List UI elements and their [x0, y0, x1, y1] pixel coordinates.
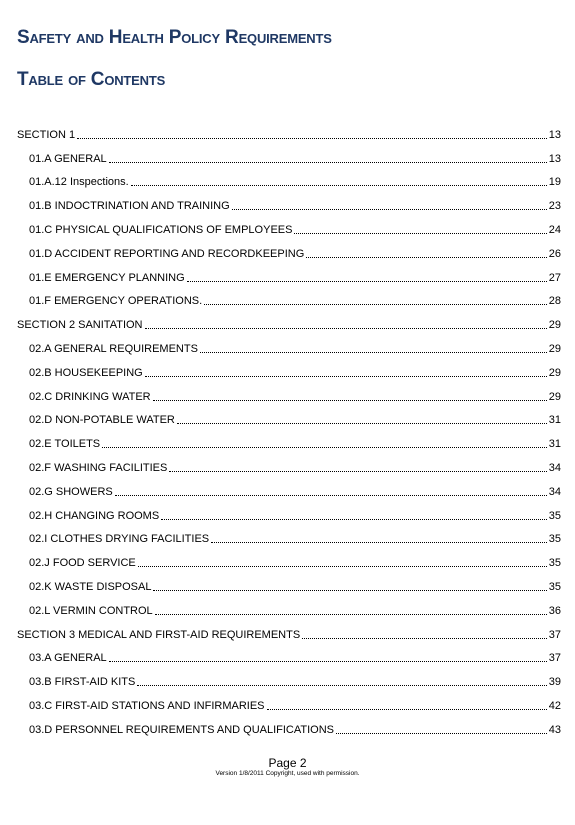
toc-entry[interactable] [17, 452, 561, 476]
toc-entry-label: SECTION 3 MEDICAL AND FIRST-AID REQUIREMENTS [17, 628, 301, 641]
toc-entry-label: 02.F WASHING FACILITIES [29, 461, 168, 474]
toc-entry-label: 01.E EMERGENCY PLANNING [29, 271, 185, 284]
toc-entry-label: 02.C DRINKING WATER [29, 390, 151, 403]
toc-entry-page: 43 [548, 723, 561, 736]
toc-entry[interactable] [17, 690, 561, 714]
toc-entry-page: 24 [548, 223, 561, 236]
toc-entry[interactable] [17, 571, 561, 595]
toc-heading: Table of Contents [17, 69, 166, 90]
toc-entry-page: 36 [548, 604, 561, 617]
toc-entry-label: 01.D ACCIDENT REPORTING AND RECORDKEEPING [29, 247, 305, 260]
toc-entry[interactable] [17, 286, 561, 310]
toc-entry-label: 02.D NON-POTABLE WATER [29, 414, 175, 427]
toc-entry[interactable] [17, 167, 561, 191]
toc-entry-page: 31 [548, 414, 561, 427]
toc-dot-leader [161, 519, 547, 520]
toc-entry-page: 26 [548, 247, 561, 260]
toc-entry-label: 01.A GENERAL [29, 152, 107, 165]
toc-entry-label: 01.C PHYSICAL QUALIFICATIONS OF EMPLOYEES [29, 223, 293, 236]
toc-entry-page: 35 [548, 509, 561, 522]
toc-dot-leader [109, 661, 547, 662]
toc-dot-leader [169, 471, 546, 472]
toc-entry[interactable] [17, 381, 561, 405]
toc-entry-label: SECTION 2 SANITATION [17, 319, 143, 332]
toc-entry[interactable] [17, 595, 561, 619]
toc-entry-page: 29 [548, 342, 561, 355]
toc-entry-label: SECTION 1 [17, 128, 76, 141]
toc-entry-page: 29 [548, 319, 561, 332]
toc-entry-page: 35 [548, 557, 561, 570]
toc-dot-leader [200, 352, 547, 353]
toc-entry[interactable] [17, 262, 561, 286]
toc-entry-page: 39 [548, 676, 561, 689]
toc-entry[interactable] [17, 500, 561, 524]
toc-entry-page: 35 [548, 533, 561, 546]
table-of-contents [17, 119, 561, 738]
toc-entry-page: 29 [548, 366, 561, 379]
toc-entry-label: 02.I CLOTHES DRYING FACILITIES [29, 533, 210, 546]
toc-entry-label: 01.F EMERGENCY OPERATIONS. [29, 295, 203, 308]
toc-dot-leader [155, 614, 547, 615]
toc-entry[interactable] [17, 547, 561, 571]
toc-dot-leader [153, 400, 547, 401]
toc-entry-label: 02.E TOILETS [29, 438, 101, 451]
toc-entry[interactable] [17, 619, 561, 643]
toc-entry[interactable] [17, 190, 561, 214]
toc-entry[interactable] [17, 524, 561, 548]
toc-entry-label: 01.B INDOCTRINATION AND TRAINING [29, 200, 230, 213]
toc-entry[interactable] [17, 143, 561, 167]
toc-dot-leader [294, 233, 546, 234]
toc-entry[interactable] [17, 238, 561, 262]
toc-dot-leader [77, 138, 547, 139]
toc-entry-label: 03.D PERSONNEL REQUIREMENTS AND QUALIFICATIONS [29, 723, 335, 736]
toc-entry[interactable] [17, 333, 561, 357]
toc-dot-leader [153, 590, 546, 591]
toc-entry-page: 34 [548, 485, 561, 498]
toc-dot-leader [306, 257, 546, 258]
toc-dot-leader [336, 733, 547, 734]
document-title: Safety and Health Policy Requirements [17, 27, 332, 48]
toc-entry-label: 02.A GENERAL REQUIREMENTS [29, 342, 198, 355]
toc-dot-leader [138, 566, 547, 567]
toc-dot-leader [145, 328, 547, 329]
toc-dot-leader [232, 209, 547, 210]
toc-entry-page: 42 [548, 699, 561, 712]
toc-entry[interactable] [17, 476, 561, 500]
toc-entry[interactable] [17, 643, 561, 667]
toc-entry-page: 37 [548, 652, 561, 665]
toc-entry-page: 27 [548, 271, 561, 284]
toc-dot-leader [177, 423, 547, 424]
toc-dot-leader [187, 281, 547, 282]
toc-entry-page: 37 [548, 628, 561, 641]
toc-entry[interactable] [17, 666, 561, 690]
toc-entry[interactable] [17, 714, 561, 738]
toc-dot-leader [102, 447, 547, 448]
toc-dot-leader [115, 495, 547, 496]
footer-page-number: Page 2 [268, 756, 307, 770]
toc-entry-page: 31 [548, 438, 561, 451]
toc-entry-page: 34 [548, 461, 561, 474]
toc-dot-leader [145, 376, 547, 377]
toc-dot-leader [137, 685, 546, 686]
toc-entry-label: 02.J FOOD SERVICE [29, 557, 136, 570]
toc-dot-leader [302, 638, 547, 639]
toc-entry-label: 02.B HOUSEKEEPING [29, 366, 143, 379]
toc-entry-page: 35 [548, 580, 561, 593]
toc-entry-page: 13 [548, 152, 561, 165]
toc-entry-page: 28 [548, 295, 561, 308]
toc-dot-leader [267, 709, 547, 710]
toc-entry-label: 02.H CHANGING ROOMS [29, 509, 160, 522]
toc-entry-label: 02.G SHOWERS [29, 485, 113, 498]
toc-entry[interactable] [17, 119, 561, 143]
page-footer [0, 756, 575, 778]
toc-entry-label: 02.L VERMIN CONTROL [29, 604, 153, 617]
toc-entry[interactable] [17, 309, 561, 333]
toc-entry[interactable] [17, 214, 561, 238]
toc-entry[interactable] [17, 405, 561, 429]
toc-dot-leader [204, 304, 547, 305]
toc-dot-leader [131, 185, 547, 186]
toc-entry[interactable] [17, 428, 561, 452]
toc-entry-label: 01.A.12 Inspections. [29, 176, 129, 189]
toc-entry-label: 03.C FIRST-AID STATIONS AND INFIRMARIES [29, 699, 265, 712]
toc-entry-label: 03.A GENERAL [29, 652, 107, 665]
toc-entry-page: 29 [548, 390, 561, 403]
toc-entry-page: 13 [548, 128, 561, 141]
footer-copyright-note: Version 1/8/2011 Copyright, used with permission. [215, 770, 360, 777]
toc-dot-leader [109, 162, 547, 163]
toc-entry-page: 23 [548, 200, 561, 213]
toc-entry[interactable] [17, 357, 561, 381]
toc-entry-page: 19 [548, 176, 561, 189]
toc-entry-label: 03.B FIRST-AID KITS [29, 676, 136, 689]
toc-entry-label: 02.K WASTE DISPOSAL [29, 580, 152, 593]
toc-dot-leader [211, 542, 547, 543]
